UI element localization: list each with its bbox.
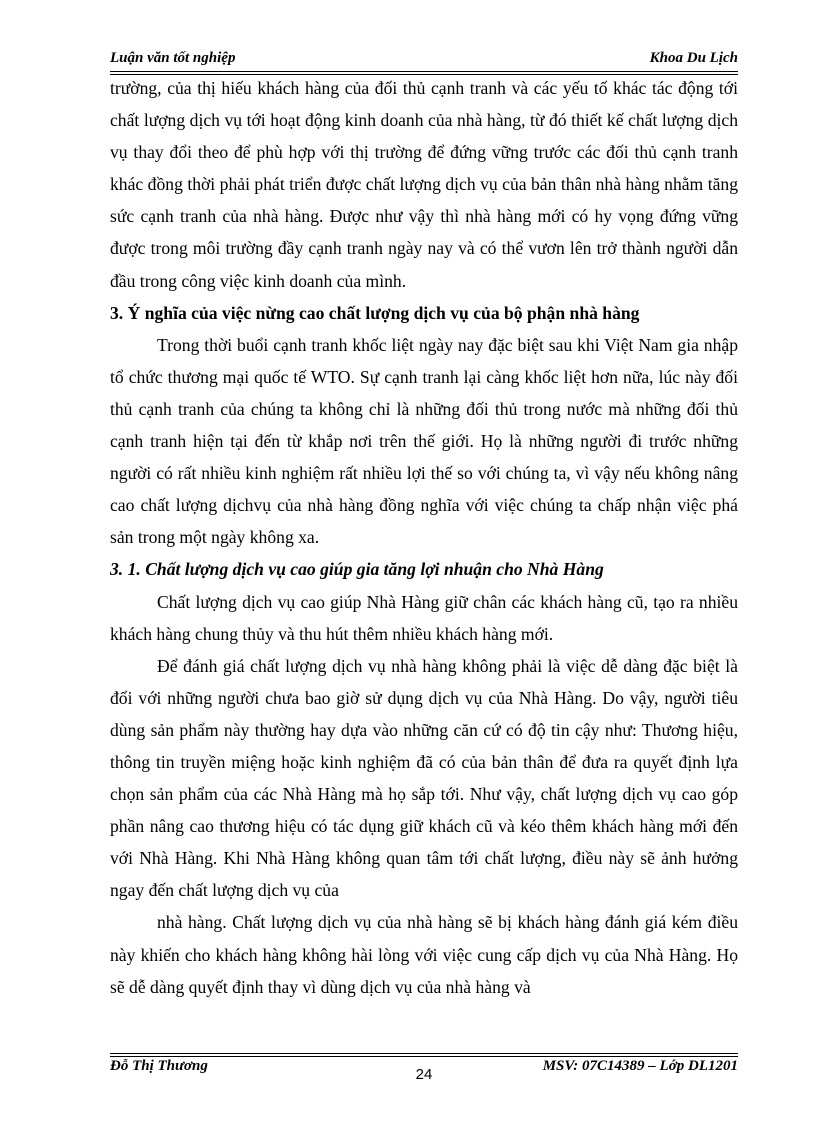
subsection-heading: 3. 1. Chất lượng dịch vụ cao giúp gia tăng lợi nhuận cho Nhà Hàng (110, 559, 604, 580)
paragraph: Để đánh giá chất lượng dịch vụ nhà hàng không phải là việc dễ dàng đặc biệt là đối với những người chưa bao giờ sử dụng dịch vụ của Nhà Hàng. Do vậy, người tiêu dùng sản phẩm này thường hay dựa vào những căn cứ có độ tin cậy như: Thương hiệu, thông tin truyền miệng hoặc kinh nghiệm đã có của bản thân để đưa ra quyết định lựa chọn sản phẩm của các Nhà Hàng mà họ sắp tới. Như vậy, chất lượng dịch vụ cao góp phần nâng cao thương hiệu có tác dụng giữ khách cũ và kéo thêm khách hàng mới đến với Nhà Hàng. Khi Nhà Hàng không quan tâm tới chất lượng, điều này sẽ ảnh hưởng ngay đến chất lượng dịch vụ của (110, 655, 738, 901)
footer-divider-secondary (110, 1056, 738, 1057)
paragraph: Trong thời buổi cạnh tranh khốc liệt ngày nay đặc biệt sau khi Việt Nam gia nhập tổ chức thương mại quốc tế WTO. Sự cạnh tranh lại càng khốc liệt hơn nữa, lúc này đối thủ cạnh tranh của chúng ta không chỉ là những đối thủ trong nước mà những đối thủ cạnh tranh hiện tại đến từ khắp nơi trên thế giới. Họ là những người đi trước những người có rất nhiều kinh nghiệm rất nhiều lợi thế so với chúng ta, vì vậy nếu không nâng cao chất lượng dịchvụ của nhà hàng đồng nghĩa với việc chúng ta chấp nhận việc phá sản trong một ngày không xa. (110, 334, 738, 548)
page-header (110, 48, 738, 70)
page-body (110, 72, 738, 1003)
section-heading: 3. Ý nghĩa của việc nừng cao chất lượng dịch vụ của bộ phận nhà hàng (110, 302, 640, 323)
header-department: Khoa Du Lịch (649, 50, 738, 66)
paragraph-continuation: trường, của thị hiếu khách hàng của đối thủ cạnh tranh và các yếu tố khác tác động tới chất lượng dịch vụ tới hoạt động kinh doanh của nhà hàng, từ đó thiết kế chất lượng dịch vụ thay đổi theo để phù hợp với thị trường để đứng vững trước các đối thủ cạnh tranh khác đồng thời phải phát triển được chất lượng dịch vụ của bản thân nhà hàng nhằm tăng sức cạnh tranh của nhà hàng. Được như vậy thì nhà hàng mới có hy vọng đứng vững được trong môi trường đầy cạnh tranh ngày nay và có thể vươn lên trở thành người dẫn đầu trong công việc kinh doanh của mình. (110, 78, 738, 291)
header-title: Luận văn tốt nghiệp (110, 50, 236, 66)
paragraph: Chất lượng dịch vụ cao giúp Nhà Hàng giữ chân các khách hàng cũ, tạo ra nhiều khách hàng chung thủy và thu hút thêm nhiều khách hàng mới. (110, 591, 738, 644)
paragraph: nhà hàng. Chất lượng dịch vụ của nhà hàng sẽ bị khách hàng đánh giá kém điều này khiến cho khách hàng không hài lòng với việc cung cấp dịch vụ của Nhà Hàng. Họ sẽ dễ dàng quyết định thay vì dùng dịch vụ của nhà hàng và (110, 912, 738, 997)
page-number: 24 (415, 1066, 433, 1083)
page-footer (110, 1058, 738, 1082)
footer-student-id: MSV: 07C14389 – Lớp DL1201 (542, 1058, 738, 1074)
footer-author: Đỗ Thị Thương (110, 1058, 208, 1074)
footer-divider (110, 1053, 738, 1054)
